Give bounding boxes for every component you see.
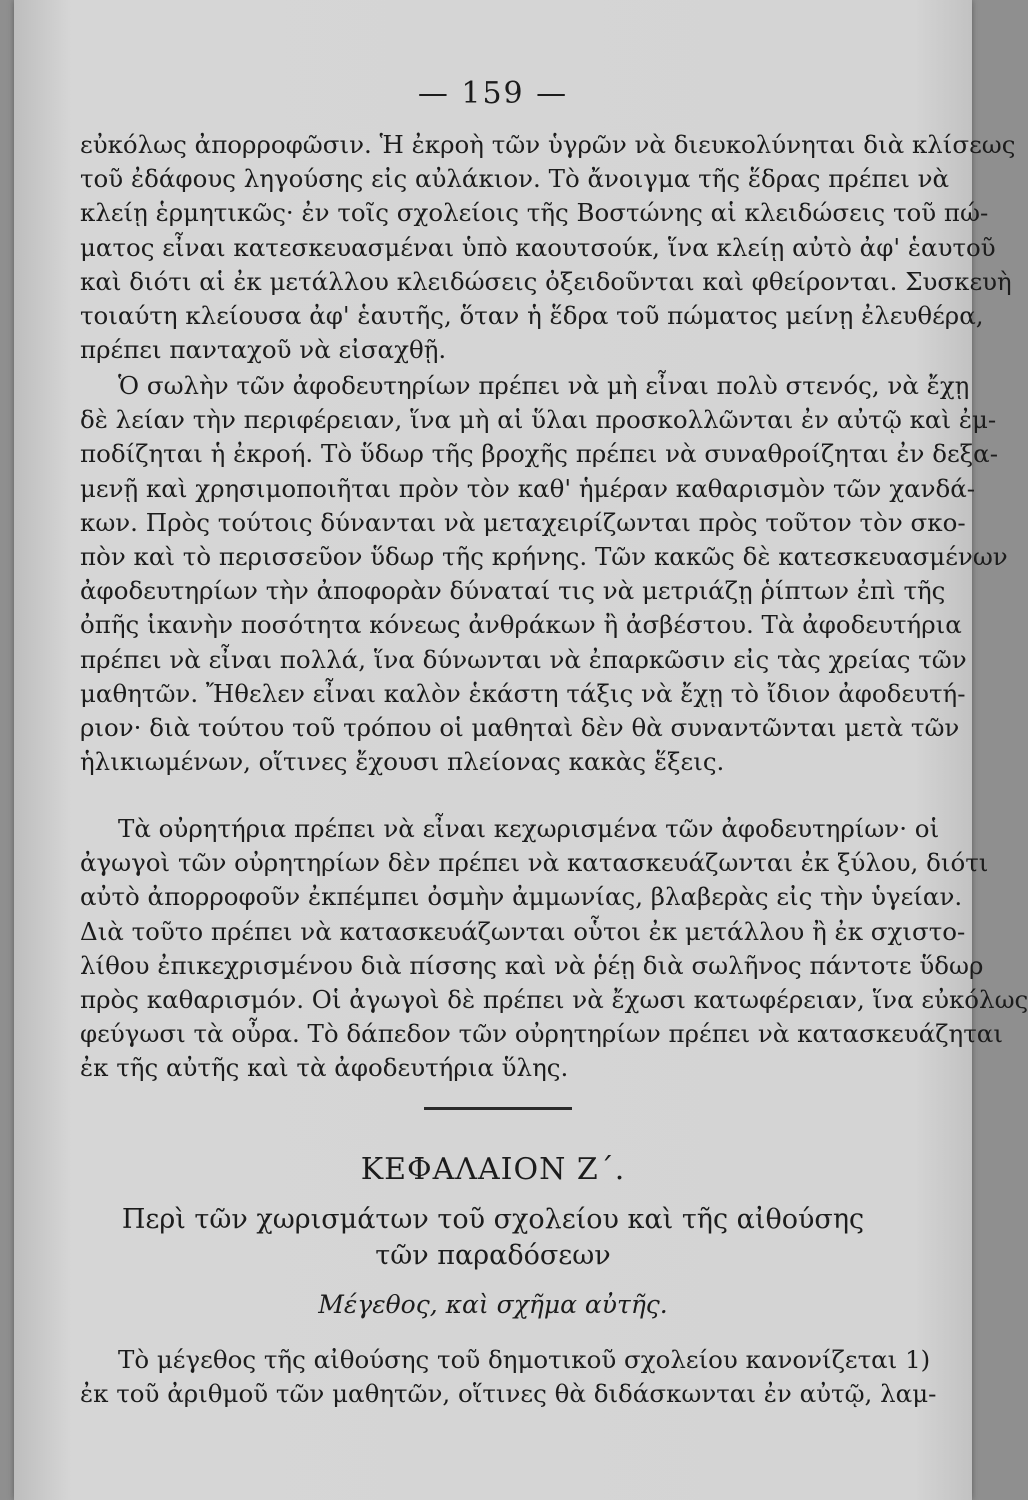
section-divider [424,1107,572,1110]
text-line: δὲ λείαν τὴν περιφέρειαν, ἵνα μὴ αἱ ὕλαι προσκολλῶνται ἐν αὐτῷ καὶ ἐμ- [80,405,997,435]
paragraph-3 [80,812,1028,1086]
chapter-heading: ΚΕΦΑΛΑΙΟΝ Ζ΄. [360,1152,626,1187]
text-line: ἀφοδευτηρίων τὴν ἀποφορὰν δύναταί τις νὰ μετριάζῃ ῥίπτων ἐπὶ τῆς [80,576,946,606]
text-line: Τὸ μέγεθος τῆς αἰθούσης τοῦ δημοτικοῦ σχολείου κανονίζεται 1) [118,1345,931,1374]
book-page [14,0,1028,1500]
text-line: ὀπῆς ἱκανὴν ποσότητα κόνεως ἀνθράκων ἢ ἀσβέστου. Τὰ ἀφοδευτήρια [80,610,962,640]
text-line: πὸν καὶ τὸ περισσεῦον ὕδωρ τῆς κρήνης. Τῶν κακῶς δὲ κατεσκευασμένων [80,541,1008,571]
text-line: Τὰ οὐρητήρια πρέπει νὰ εἶναι κεχωρισμένα τῶν ἀφοδευτηρίων· οἱ [118,814,940,843]
text-line: κων. Πρὸς τούτοις δύνανται νὰ μεταχειρίζωνται πρὸς τοῦτον τὸν σκο- [80,507,966,537]
text-line: καὶ διότι αἱ ἐκ μετάλλου κλειδώσεις ὀξειδοῦνται καὶ φθείρονται. Συσκευὴ [80,266,1012,296]
text-line: πρέπει πανταχοῦ νὰ εἰσαχθῇ. [80,335,447,365]
text-line: πρέπει νὰ εἶναι πολλά, ἵνα δύνωνται νὰ ἐπαρκῶσιν εἰς τὰς χρείας τῶν [80,644,967,674]
paragraph-4 [80,1343,937,1411]
text-line: κλείῃ ἑρμητικῶς· ἐν τοῖς σχολείοις τῆς Βοστώνης αἱ κλειδώσεις τοῦ πώ- [80,198,989,228]
text-line: εὐκόλως ἀπορροφῶσιν. Ἡ ἐκροὴ τῶν ὑγρῶν νὰ διευκολύνηται διὰ κλίσεως [80,130,1016,159]
text-line: ἀγωγοὶ τῶν οὐρητηρίων δὲν πρέπει νὰ κατασκευάζωνται ἐκ ξύλου, διότι [80,848,989,878]
text-line: τοῦ ἐδάφους ληγούσης εἰς αὐλάκιον. Τὸ ἄνοιγμα τῆς ἕδρας πρέπει νὰ [80,164,950,194]
text-line: τοιαύτη κλείουσα ἀφ' ἑαυτῆς, ὅταν ἡ ἕδρα τοῦ πώματος μείνῃ ἐλευθέρα, [80,300,984,330]
text-line: ἐκ τοῦ ἀριθμοῦ τῶν μαθητῶν, οἵτινες θὰ διδάσκωνται ἐν αὐτῷ, λαμ- [80,1379,937,1409]
text-line: αὐτὸ ἀπορροφοῦν ἐκπέμπει ὀσμὴν ἀμμωνίας, βλαβερὰς εἰς τὴν ὑγείαν. [80,882,963,912]
chapter-subtitle: Περὶ τῶν χωρισμάτων τοῦ σχολείου καὶ τῆς αἰθούσης [121,1204,865,1235]
chapter-subtitle: τῶν παραδόσεων [375,1240,611,1271]
text-line: μαθητῶν. Ἤθελεν εἶναι καλὸν ἑκάστη τάξις νὰ ἔχῃ τὸ ἴδιον ἀφοδευτή- [80,678,966,708]
text-line: ἐκ τῆς αὐτῆς καὶ τὰ ἀφοδευτήρια ὕλης. [80,1053,569,1083]
text-line: λίθου ἐπικεχρισμένου διὰ πίσσης καὶ νὰ ῥέῃ διὰ σωλῆνος πάντοτε ὕδωρ [80,950,984,980]
text-line: ματος εἶναι κατεσκευασμέναι ὑπὸ καουτσούκ, ἵνα κλείῃ αὐτὸ ἀφ' ἑαυτοῦ [80,232,996,262]
text-line: ἡλικιωμένων, οἵτινες ἔχουσι πλείονας κακὰς ἕξεις. [80,747,725,777]
text-line: ποδίζηται ἡ ἐκροή. Τὸ ὕδωρ τῆς βροχῆς πρέπει νὰ συναθροίζηται ἐν δεξα- [80,439,998,469]
paragraph-2 [80,369,1008,779]
text-line: Ὁ σωλὴν τῶν ἀφοδευτηρίων πρέπει νὰ μὴ εἶναι πολὺ στενός, νὰ ἔχῃ [118,371,970,400]
text-line: φεύγωσι τὰ οὖρα. Τὸ δάπεδον τῶν οὐρητηρίων πρέπει νὰ κατασκευάζηται [80,1019,1003,1049]
text-line: πρὸς καθαρισμόν. Οἱ ἀγωγοὶ δὲ πρέπει νὰ ἔχωσι κατωφέρειαν, ἵνα εὐκόλως [80,984,1028,1014]
paragraph-1 [80,128,1016,367]
text-line: μενῇ καὶ χρησιμοποιῆται πρὸν τὸν καθ' ἡμέραν καθαρισμὸν τῶν χανδά- [80,473,976,503]
section-title: Μέγεθος, καὶ σχῆμα αὐτῆς. [318,1290,668,1319]
text-line: Διὰ τοῦτο πρέπει νὰ κατασκευάζωνται οὗτοι ἐκ μετάλλου ἢ ἐκ σχιστο- [80,916,966,946]
page-number: — 159 — [417,76,569,111]
text-line: ριον· διὰ τούτου τοῦ τρόπου οἱ μαθηταὶ δὲν θὰ συναντῶνται μετὰ τῶν [80,712,960,742]
